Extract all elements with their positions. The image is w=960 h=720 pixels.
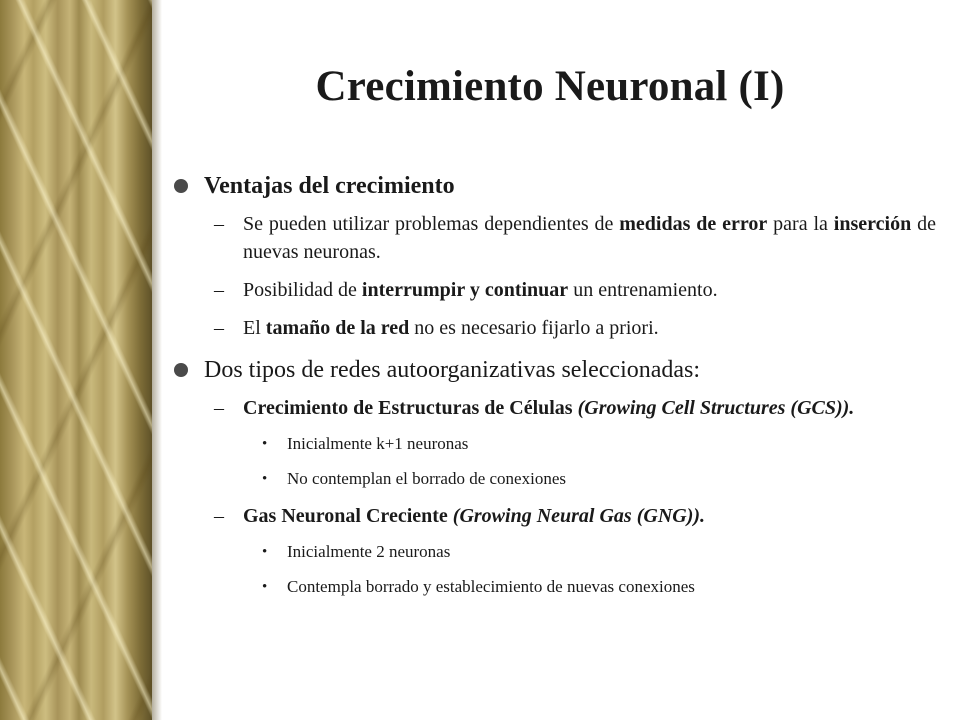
bullet-dos-tipos <box>172 352 936 388</box>
dash-icon: – <box>214 279 224 301</box>
sub-sub-bullet <box>172 540 936 564</box>
slide-title: Crecimiento Neuronal (I) <box>315 63 785 110</box>
text-run: El <box>243 317 266 339</box>
round-bullet-icon <box>174 179 188 193</box>
bullet-text: No contemplan el borrado de conexiones <box>287 469 566 488</box>
small-bullet-icon: • <box>262 579 268 595</box>
bullet-ventajas <box>172 168 936 204</box>
dash-icon: – <box>214 317 224 339</box>
bullet-heading: Ventajas del crecimiento <box>204 173 455 199</box>
small-bullet-icon: • <box>262 544 268 560</box>
bold-run: Gas Neuronal Creciente <box>243 505 448 527</box>
small-bullet-icon: • <box>262 436 268 452</box>
bold-run: tamaño de la red <box>265 317 410 339</box>
bold-italic-run: (Growing Neural Gas (GNG)). <box>447 505 706 527</box>
bold-run: medidas de error <box>619 213 768 235</box>
bold-run: inserción <box>833 213 912 235</box>
sub-sub-bullet <box>172 467 936 491</box>
bullet-text: Contempla borrado y establecimiento de nuevas conexiones <box>287 577 695 596</box>
bullet-text: Inicialmente k+1 neuronas <box>287 434 469 453</box>
small-bullet-icon: • <box>262 471 268 487</box>
bullet-text: Inicialmente 2 neuronas <box>287 542 451 561</box>
sub-bullet-gng <box>172 502 936 530</box>
text-run: Posibilidad de <box>243 279 362 301</box>
bold-run: Crecimiento de Estructuras de Células <box>243 397 573 419</box>
decorative-gold-column <box>0 0 152 720</box>
text-run: un entrenamiento. <box>568 279 718 301</box>
sub-bullet-interrumpir <box>172 276 936 304</box>
sub-sub-bullet <box>172 575 936 599</box>
text-run: Se pueden utilizar problemas dependientes de <box>243 213 620 235</box>
sub-bullet-gcs <box>172 394 936 422</box>
sub-bullet-tamano-red <box>172 314 936 342</box>
sub-bullet-medidas-error <box>172 210 936 266</box>
bullet-heading: Dos tipos de redes autoorganizativas seleccionadas: <box>204 357 701 383</box>
dash-icon: – <box>214 213 224 235</box>
dash-icon: – <box>214 505 224 527</box>
slide-content <box>172 168 936 610</box>
sub-sub-bullet <box>172 432 936 456</box>
column-shadow <box>152 0 162 720</box>
dash-icon: – <box>214 397 224 419</box>
bold-italic-run: (Growing Cell Structures (GCS)). <box>572 397 855 419</box>
text-run: para la <box>767 213 834 235</box>
round-bullet-icon <box>174 363 188 377</box>
text-run: no es necesario fijarlo a priori. <box>409 317 659 339</box>
text-run: de nuevas neuronas. <box>243 213 936 263</box>
bold-run: interrumpir y continuar <box>361 279 569 301</box>
